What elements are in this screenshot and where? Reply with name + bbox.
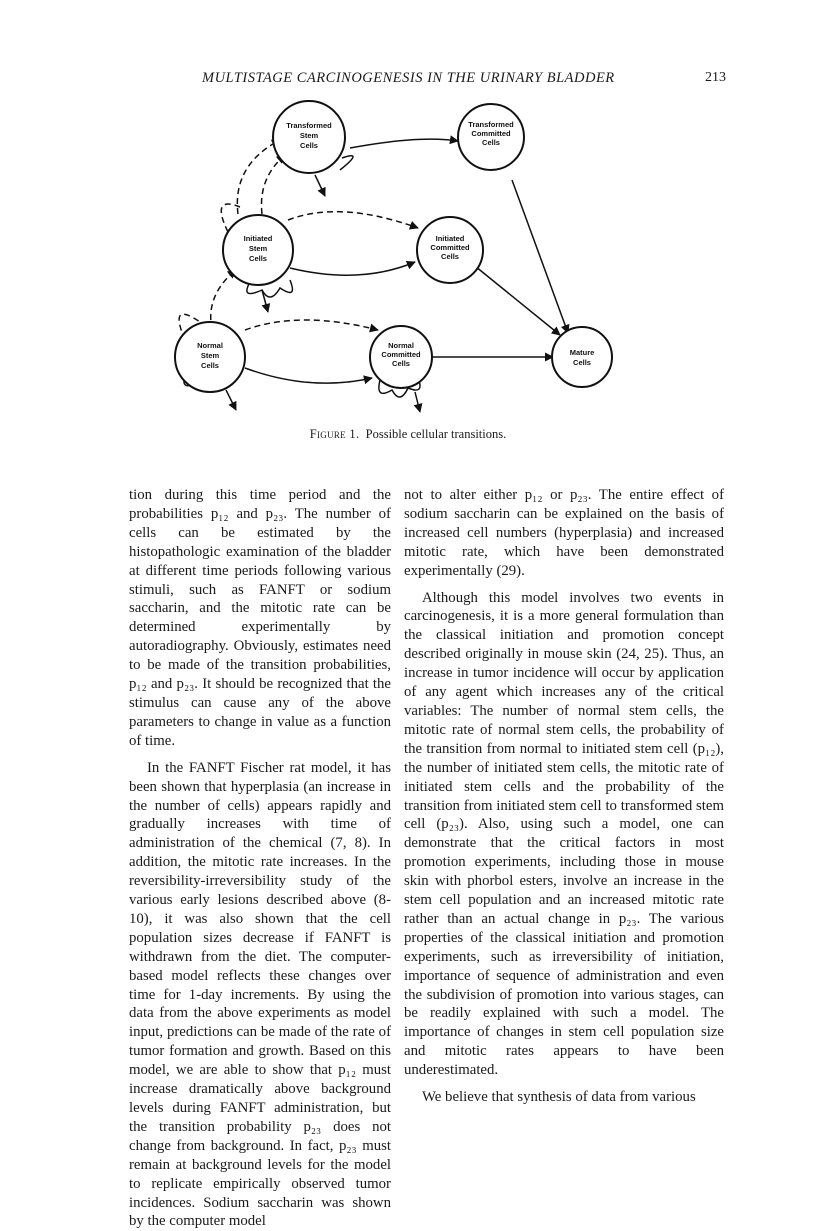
edge-tc-mature: [512, 180, 568, 333]
label-ts-1: Transformed: [286, 121, 332, 130]
left-paragraph-1: tion during this time period and the probabilities p₁₂ and p₂₃. The number of cells can be estimated by the histopathologic examination of the bladder at different time periods following various stimuli, such as FANFT or sodium saccharin, and the mitotic rate can be determined experimentally by autoradiography. Obviously, estimates need to be made of the transition probabilities, p₁₂ and p₂₃. It should be recognized that the stimulus can cause any of the above parameters to change in value as a function of time.: [129, 487, 391, 749]
label-nc-3: Cells: [392, 359, 410, 368]
label-m-1: Mature: [569, 348, 595, 357]
label-ic-1: Initiated: [435, 234, 465, 243]
cell-transition-diagram: [160, 100, 630, 420]
running-title: MULTISTAGE CARCINOGENESIS IN THE URINARY BLADDER: [202, 70, 615, 86]
edge-ts-tc: [350, 139, 458, 148]
exit-ns: [226, 390, 236, 410]
edge-ns-nc: [245, 368, 372, 383]
figure-caption: [0, 427, 816, 442]
edge-is-tc-dash: [288, 212, 418, 228]
label-nc-1: Normal: [388, 341, 414, 350]
page-number: 213: [705, 70, 726, 85]
exit-nc: [415, 392, 420, 412]
edge-is-ts: [261, 155, 285, 214]
edge-ns-is: [211, 270, 236, 330]
caption-label: Figure 1.: [309, 427, 360, 441]
label-is-3: Cells: [249, 254, 267, 263]
label-m-2: Cells: [573, 358, 591, 367]
label-ns-2: Stem: [200, 351, 220, 360]
label-ts-2: Stem: [299, 131, 319, 140]
label-ic-3: Cells: [441, 252, 459, 261]
node-mature: [552, 327, 612, 387]
right-paragraph-3: We believe that synthesis of data from various: [422, 1089, 696, 1106]
label-tc-1: Transformed: [468, 120, 514, 129]
label-ic-2: Committed: [430, 243, 470, 252]
label-is-1: Initiated: [243, 234, 273, 243]
label-tc-3: Cells: [482, 138, 500, 147]
label-tc-2: Committed: [471, 129, 511, 138]
loop-ts-right: [340, 156, 353, 170]
label-nc-2: Committed: [381, 350, 421, 359]
label-is-2: Stem: [248, 244, 268, 253]
edge-ns-ic-dash: [245, 320, 378, 330]
left-paragraph-2: In the FANFT Fischer rat model, it has been shown that hyperplasia (an increase in the number of cells) appears rapidly and gradually increases with time of administration of the chemical (7, 8). In addition, the mitotic rate increases. In the reversibility-irreversibility study of the various early lesions described above (8-10), it was also shown that the cell population sizes decrease if FANFT is withdrawn from the diet. The computer-based model reflects these changes over time for 1-day increments. By using the data from the above experiments as model input, predictions can be made of the rate of tumor formation and growth. Based on this model, we are able to show that p₁₂ must increase dramatically above background levels during FANFT administration, but the transition probability p₂₃ does not change from background. In fact, p₂₃ must remain at background levels for the model to replicate empirically observed tumor incidences. Sodium saccharin was shown by the computer model: [129, 759, 391, 1230]
exit-ts: [315, 175, 325, 196]
label-ts-3: Cells: [300, 141, 318, 150]
edge-is-ic: [290, 262, 415, 275]
right-paragraph-2: Although this model involves two events in carcinogenesis, it is a more general formulation than the classical initiation and promotion concept described originally in mouse skin (24, 25). Thus, an increase in tumor incidence will occur by application of any agent which increases any of the critical variables: The number of normal stem cells, the mitotic rate of normal stem cells, the probability of the transition from normal to initiated stem cell (p₁₂), the number of initiated stem cells, the mitotic rate of initiated stem cells and the probability of the transition from initiated stem cell to transformed stem cell (p₂₃). Also, using such a model, one can demonstrate that the critical factors in most promotion experiments, including those in mouse skin with phorbol esters, involve an increase in the stem cell population and an increased mitotic rate rather than an actual change in p₂₃. The various properties of the classical initiation and promotion experiments, such as irreversibility of initiation, importance of sequence of administration and even the subdivision of promotion into various stages, can be readily explained with such a model. The importance of changes in stem cell population size and mitotic rates appears to have been underestimated.: [404, 589, 724, 1079]
page-header: [0, 70, 816, 90]
caption-text: Possible cellular transitions.: [365, 427, 507, 441]
right-column: [404, 486, 724, 1107]
label-ns-1: Normal: [197, 341, 223, 350]
edge-is-ts-outer: [237, 140, 280, 214]
left-column: [129, 486, 391, 1231]
label-ns-3: Cells: [201, 361, 219, 370]
right-paragraph-1: not to alter either p₁₂ or p₂₃. The entire effect of sodium saccharin can be explained on the basis of increased cell numbers (hyperplasia) and increased mitotic rate, which have been demonstrated experimentally (29).: [404, 487, 724, 579]
